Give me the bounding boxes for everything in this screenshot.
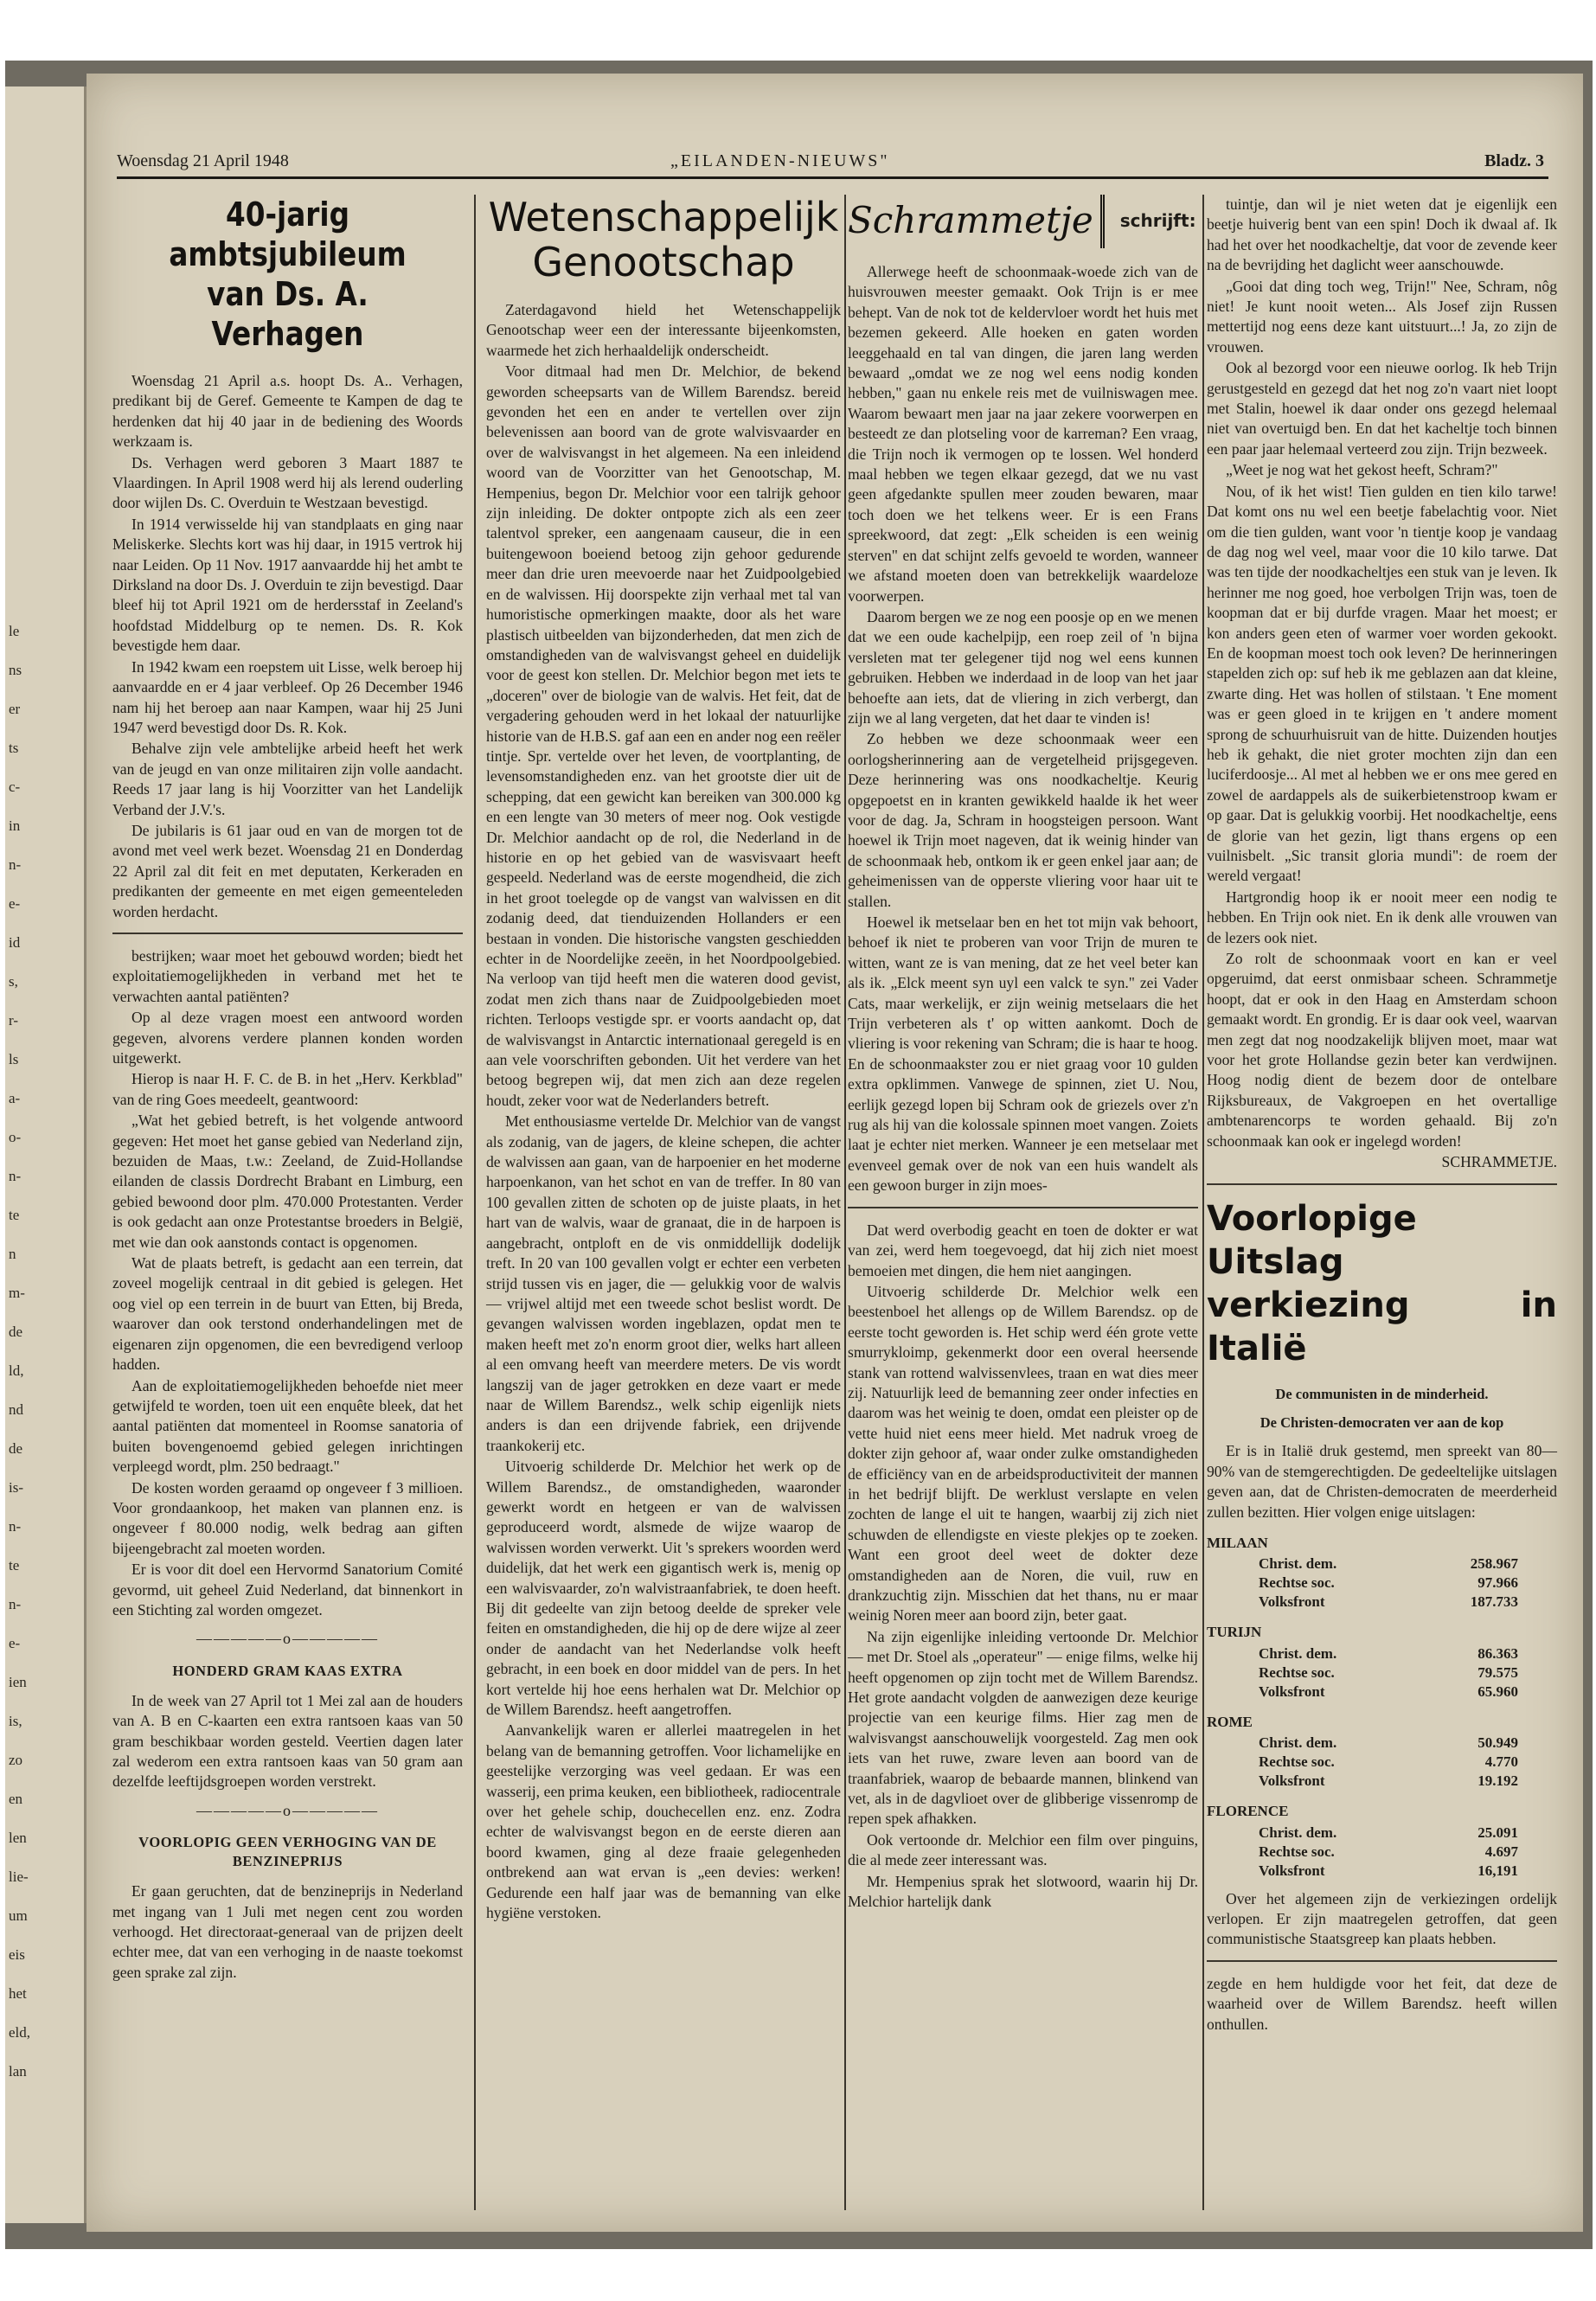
paragraph: De jubilaris is 61 jaar oud en van de morgen tot de avond met veel werk bezet. Woensdag 21 en Donderdag 22 April zal dit feit en met deputaten, Kerkeraden en predikanten der gemeente en met eigen gemeenteleden worden herdacht. [112, 821, 463, 920]
page-header [117, 143, 1548, 179]
paragraph: Ds. Verhagen werd geboren 3 Maart 1887 te Vlaardingen. In April 1908 werd hij als lerend ouderling door wijlen Ds. C. Overduin te Westzaan bevestigd. [112, 453, 463, 512]
column-rule [474, 195, 476, 2210]
vote-count: 19.192 [1477, 1772, 1518, 1790]
italy-headline: Voorlopige Uitslag verkiezing in Italië [1207, 1198, 1557, 1368]
table-row [1259, 1734, 1518, 1753]
table-row [1259, 1753, 1518, 1772]
paragraph: Nou, of ik het wist! Tien gulden en tien kilo tarwe! Dat komt ons nu wel een beetje fabelachtig voor. Niet om die tien gulden, want voor 'n tientje koop je vandaag de dag nog wel veel, maar voor die 10 kilo tarwe. Dat was ten tijde der noodkacheltjes een stuk van je leven. Ik herinner me nog goed, hoe verbolgen Trijn was, toen de koopman dat er bij durfde vragen. Maar het moest; er kon anders geen eten of warmer voer worden gekookt. En de koopman moest toch ook leven? De herinneringen stapelden zich op: suf heb ik me geblazen aan dat kleine, zwarte ding. Het was hollen of stilstaan. 't Ene moment was er geen gloed in te krijgen en 't andere moment sprong de schuurhuisruit van de hitte. Duizenden houtjes heb ik gehakt, die niet groter mochten zijn dan een luciferdoosje... Al met al hebben we er ons mee gered en zowel de aardappels als de suikerbietenstroop kwam er op gaar. Dat is gelukkig voorbij. Het noodkacheltje, eens de glorie van het gezin, ligt thans ergens op een vuilnisbelt. „Sic transit gloria mundi": de roem der wereld vergaat! [1207, 482, 1557, 885]
text-fragment: de [9, 1440, 23, 1457]
table-row [1259, 1862, 1518, 1881]
text-fragment: id [9, 934, 21, 951]
text-fragment: m- [9, 1285, 25, 1301]
italy-intro: Er is in Italië druk gestemd, men spreekt van 80—90% van de stemgerechtigden. De gedeeltelijke uitslagen geven aan, dat de Christen-democraten de meerderheid zullen bezitten. Hier volgen enige uitslagen: [1207, 1442, 1557, 1521]
results-table [1259, 1823, 1518, 1881]
text-fragment: n [9, 1246, 16, 1262]
text-fragment: n- [9, 1518, 22, 1535]
text-fragment: te [9, 1557, 20, 1574]
paragraph: „Gooi dat ding toch weg, Trijn!" Nee, Schram, nôg niet! Je kunt nooit weten... Als Josef zijn Russen mettertijd nog eens deze kant uitstuurt...! Ja, zo zijn de vrouwen. [1207, 277, 1557, 356]
text-fragment: e- [9, 895, 21, 912]
table-row [1259, 1644, 1518, 1663]
paragraph: Wat de plaats betreft, is gedacht aan een terrein, dat zoveel mogelijk centraal in dit gebied is gelegen. Het oog viel op een terrein in de buurt van Etten, bij Breda, waarover dan ook terstond onderhandelingen met de eigenaren zijn opgenomen, die een bevredigend verloop hadden. [112, 1254, 463, 1374]
text-fragment: lie- [9, 1868, 29, 1885]
paragraph: Met enthousiasme vertelde Dr. Melchior van de vangst als zodanig, van de jagers, de kleine schepen, die achter de walvissen aan gaan, van de harpoenier en het moderne harpoenkanon, van het schot en van de treffer. In 80 van 100 gevallen zitten de schoten op de juiste plaats, in het hart van de walvis, waar de granaat, die in de harpoen is aangebracht, ontploft en de vis onmiddellijk dodelijk treft. In 20 van 100 gevallen volgt er echter een verbeten strijd tussen vis en jager, die — gelukkig voor de walvis — vrijwel altijd met een tweede schot beslist wordt. De gevangen walvissen worden ingeblazen, opdat men te maken heeft met zo'n enorm groot dier, welks hart alleen al een omvang heeft van meerdere meters. De vis wordt langszij van de jager getrokken en deze vaart er mede naar de Willem Barendsz., welk schip eigenlijk niets anders is dan een drijvende fabriek, een drijvende traankokerij etc. [486, 1112, 841, 1454]
table-row [1259, 1663, 1518, 1682]
schrammetje-subtitle: schrijft: [1119, 210, 1196, 232]
party-name: Rechtse soc. [1259, 1753, 1335, 1771]
paragraph: Uitvoerig schilderde Dr. Melchior het werk op de Willem Barendsz., de omstandigheden, waaronder gewerkt wordt en hetgeen er van de walvissen geproduceerd wordt, alsmede de wijze waarop de walvissen worden verwerkt. Uit 's sprekers woorden werd duidelijk, dat het werk een gigantisch werk is, menig op een walvisvaarder, zo'n walvistraanfabriek, te doen heeft. Bij dit gedeelte van zijn betoog deelde de spreker vele feiten en omstandigheden, die hij op de dere wijze al zeer onder de aandacht van het Nederlandse volk heeft gebracht, in een boek en door middel van de pers. In het kort vertelde hij hoe eens herhalen wat Dr. Melchior op de Willem Barendsz. heeft aangetroffen. [486, 1458, 841, 1719]
jubileum-headline: 40-jarig ambtsjubileum van Ds. A. Verhagen [169, 195, 407, 353]
text-fragment: n- [9, 1168, 22, 1184]
text-fragment: is, [9, 1713, 22, 1729]
paragraph: Aanvankelijk waren er allerlei maatregelen in het belang van de bemanning getroffen. Voor lichamelijke en geestelijke verzorging was veel gedaan. Er was een wasserij, een prima keuken, een bibliotheek, radiocentrale over het gehele schip, douchecellen enz. enz. Zodra echter de walvisvangst begon en de eerste dieren aan boord kwamen, ging al deze fraaie gelegenheden ontbrekend aan wat ervan is „een devies: werken! Gedurende een half jaar was de bemanning van elke hygiëne verstoken. [486, 1721, 841, 1922]
text-fragment: er [9, 701, 21, 717]
sanatorium-article [112, 946, 463, 1620]
text-fragment: a- [9, 1090, 21, 1106]
column-3 [848, 195, 1198, 1913]
text-fragment: lan [9, 2063, 27, 2080]
vote-count: 258.967 [1470, 1555, 1518, 1573]
paragraph: Behalve zijn vele ambtelijke arbeid heeft het werk van de jeugd en van onze militairen zijn volle aandacht. Reeds 17 jaar lang is hij Voorzitter van het Landelijk Verband der J.V.'s. [112, 740, 463, 818]
italy-outro: Over het algemeen zijn de verkiezingen ordelijk verlopen. Er zijn maatregelen getroffen, dat geen communistische Staatsgreep kan plaats hebben. [1207, 1889, 1557, 1948]
results-city: ROME [1207, 1713, 1253, 1730]
table-row [1259, 1554, 1518, 1574]
party-name: Christ. dem. [1259, 1644, 1337, 1662]
signature: SCHRAMMETJE. [1441, 1153, 1557, 1171]
vote-count: 65.960 [1477, 1682, 1518, 1700]
text-fragment: eis [9, 1946, 25, 1963]
vote-count: 50.949 [1477, 1734, 1518, 1752]
party-name: Christ. dem. [1259, 1734, 1337, 1752]
paragraph: tuintje, dan wil je niet weten dat je eigenlijk een beetje huiverig bent van een spin! Doch ik dwaal af. Ik had het over het noodkacheltje, dat voor de zevende keer na de bevrijding het daglicht weer aanschouwde. [1207, 195, 1557, 274]
table-row [1259, 1574, 1518, 1593]
vote-count: 16,191 [1477, 1862, 1518, 1879]
paragraph: Ook al bezorgd voor een nieuwe oorlog. Ik heb Trijn gerustgesteld en gezegd dat het nog zo'n vaart niet loopt met Stalin, hoewel ik daar onder ons gezegd helemaal niet van overtuigd ben. En dat het kacheltje toch binnen een paar jaar helemaal verteerd zou zijn. Trijn bezweek. [1207, 359, 1557, 458]
text-fragment: de [9, 1324, 23, 1340]
results-table [1259, 1554, 1518, 1612]
text-fragment: ld, [9, 1362, 24, 1379]
vote-count: 79.575 [1477, 1663, 1518, 1681]
genootschap-continued [848, 1221, 1198, 1913]
vote-count: 4.770 [1484, 1753, 1518, 1771]
paragraph: Daarom bergen we ze nog een poosje op en we menen dat we een oude kachelpijp, een roep zeil of 'n bijna versleten mat ter gelegener tijd nog wel eens kunnen gebruiken. Hebben we inderdaad in de loop van het jaar behoefte aan iets, dat de vliering in zich verbergt, dan zijn we al lang vergeten, dat het daar te vinden is! [848, 607, 1198, 727]
genootschap-closing: zegde en hem huldigde voor het feit, dat deze de waarheid over de Willem Barendsz. heeft willen onthullen. [1207, 1974, 1557, 2033]
article-divider [1207, 1183, 1557, 1185]
party-name: Rechtse soc. [1259, 1663, 1335, 1681]
text-fragment: n- [9, 856, 22, 873]
column-2 [486, 195, 841, 1925]
text-fragment: o- [9, 1129, 22, 1145]
text-fragment: ns [9, 662, 22, 678]
paragraph: Zo rolt de schoonmaak voort en kan er veel opgeruimd, dat eerst onmisbaar scheen. Schrammetje hoopt, dat er ook in den Haag en Amsterdam schoon gemaakt wordt. En grondig. Er is daar ook veel, waarvan men zegt dat nog noodzakelijk blijven moet, maar wat voor het grote Hollandse gezin beter kan verdwijnen. Hoog nodig dient de bezem door de ontelbare Rijksbureaux, de Vakgroepen en het overtallige ambtenarencorps te worden gehaald. Bij zo'n schoonmaak kan ook er ingelegd worden! [1207, 950, 1557, 1150]
paragraph: Mr. Hempenius sprak het slotwoord, waarin hij Dr. Melchior hartelijk dank [848, 1872, 1198, 1911]
text-fragment: het [9, 1985, 27, 2002]
column-rule [844, 195, 846, 2210]
text-fragment: is- [9, 1479, 23, 1496]
table-row [1259, 1593, 1518, 1612]
paragraph: Na zijn eigenlijke inleiding vertoonde Dr. Melchior — met Dr. Stoel als „operateur" — enige films, welke hij heeft opgenomen op zijn tocht met de Willem Barendsz. Het grote aandacht volgden de aanwezigen deze keurige projectie van een keurige films. Hier zag men de walvisvangst aanschouwelijk voorgesteld. Zag men ook iets van het ruwe, zware leven aan boord van de traanfabriek, waarop de bebaarde mannen, blinkend van vet, als in de dagvlioet over de glibberige vissenromp de repen spek afhakken. [848, 1627, 1198, 1828]
table-row [1259, 1843, 1518, 1862]
column-1 [112, 195, 463, 1984]
paragraph: Uitvoerig schilderde Dr. Melchior welk een beestenboel het allengs op de Willem Barendsz. op de eerste tocht geworden is. Het schip werd één grote vette smurrykloimp, gekenmerkt door een overal heersende stank van rottend walvissenvlees, traan en wat dies meer zij. Natuurlijk leed de bemanning zeer onder infecties en daarom was het weinig te doen, omdat een pleister op de vette huid niet eens meer hield. Met nadruk vroeg de dokter zijn gehoor af, waar onder zulke omstandigheden de efficiëncy van en de arbeidsproductiviteit der mannen in het bedrijf blijft. De werklust verslapte en velen zochten de lange el uit te hangen, waarbij zij zich niet schuwden de ellendigste en vieste plekjes op te zoeken. Want een groot deel weet de dokter deze omstandigheden aan de Noren, die vuil, ruw en drankzuchtig zijn. Misschien dat het thans, nu er maar weinig Noren meer aan boord zijn, beter gaat. [848, 1282, 1198, 1625]
paragraph: Op al deze vragen moest een antwoord worden gegeven, alvorens verdere plannen konden worden uitgewerkt. [112, 1009, 463, 1067]
text-fragment: en [9, 1791, 23, 1807]
party-name: Volksfront [1259, 1772, 1325, 1790]
italy-strap-1: De communisten in de minderheid. [1275, 1385, 1489, 1402]
paragraph: In 1942 kwam een roepstem uit Lisse, welk beroep hij aanvaardde en er 4 jaar verbleef. Op 26 December 1946 nam hij het beroep aan naar Kampen, waar hij 25 Juni 1947 werd bevestigd door Ds. R. Kok. [112, 657, 463, 736]
header-date: Woensdag 21 April 1948 [117, 151, 289, 170]
text-fragment: nd [9, 1401, 23, 1418]
vote-count: 86.363 [1477, 1644, 1518, 1662]
party-name: Volksfront [1259, 1682, 1325, 1700]
separator: —————o————— [196, 1801, 379, 1819]
article-divider [112, 933, 463, 934]
results-city: FLORENCE [1207, 1803, 1289, 1820]
header-paper-name: „EILANDEN-NIEUWS" [670, 151, 890, 170]
paragraph: „Weet je nog wat het gekost heeft, Schram?" [1226, 461, 1498, 479]
separator: —————o————— [196, 1630, 379, 1648]
table-row [1259, 1823, 1518, 1843]
kaas-headline: HONDERD GRAM KAAS EXTRA [172, 1662, 403, 1679]
results-city: MILAAN [1207, 1534, 1268, 1551]
text-fragment: le [9, 623, 20, 639]
paragraph: Er is voor dit doel een Hervormd Sanatorium Comité gevormd, uit geheel Zuid Nederland, dat binnenkort in een Stichting zal worden omgezet. [112, 1561, 463, 1618]
party-name: Christ. dem. [1259, 1823, 1337, 1841]
article-divider [1207, 1960, 1557, 1962]
vote-count: 97.966 [1477, 1574, 1518, 1592]
election-results [1207, 1533, 1557, 1881]
genootschap-headline: Wetenschappelijk Genootschap [488, 194, 839, 285]
benzine-headline: VOORLOPIG GEEN VERHOGING VAN DE BENZINEPRIJS [138, 1834, 437, 1870]
text-fragment: e- [9, 1635, 21, 1651]
text-fragment: ien [9, 1674, 27, 1690]
genootschap-article [486, 300, 841, 1924]
paragraph: Zaterdagavond hield het Wetenschappelijk Genootschap weer een der interessante bijeenkomsten, waarmede het zich herhaaldelijk onderscheidt. [486, 301, 841, 359]
schrammetje-article [848, 262, 1198, 1196]
table-row [1259, 1772, 1518, 1791]
text-fragment: len [9, 1830, 27, 1846]
paragraph: Zo hebben we deze schoonmaak weer een oorlogsherinnering aan de vergetelheid prijsgegeven. Deze herinnering was ons noodkacheltje. Keurig opgepoetst en in kranten gewikkeld haalde ik het weer voor de dag. Ja, Schram in hoogsteigen persoon. Want hoewel ik Trijn moet nageven, dat ik weinig hinder van de schoonmaak heb, ontkom ik er geen enkel jaar aan; de geheimenissen van de opperste vliering voor haar uit te stallen. [848, 730, 1198, 910]
jubileum-article [112, 371, 463, 922]
party-name: Volksfront [1259, 1862, 1325, 1879]
party-name: Volksfront [1259, 1593, 1325, 1611]
vote-count: 4.697 [1484, 1843, 1518, 1860]
column-rule [1202, 195, 1204, 2210]
schrammetje-title: Schrammetje [848, 195, 1105, 248]
text-fragment: te [9, 1207, 20, 1223]
schrammetje-masthead [848, 195, 1198, 248]
paragraph: Woensdag 21 April a.s. hoopt Ds. A.. Verhagen, predikant bij de Geref. Gemeente te Kampen de dag te herdenken dat hij 40 jaar in de bediening des Woords werkzaam is. [112, 372, 463, 451]
column-4 [1207, 195, 1557, 2035]
newspaper-page [87, 74, 1583, 2232]
text-fragment: ls [9, 1051, 19, 1067]
text-fragment: ts [9, 740, 19, 756]
results-table [1259, 1644, 1518, 1702]
paragraph: Hierop is naar H. F. C. de B. in het „Herv. Kerkblad" van de ring Goes meedeelt, geantwoord: [112, 1070, 463, 1108]
header-page-number: Bladz. 3 [1484, 151, 1544, 170]
schrammetje-continued [1207, 195, 1557, 1151]
text-fragment: eld, [9, 2024, 31, 2041]
text-fragment: zo [9, 1752, 23, 1768]
benzine-article: Er gaan geruchten, dat de benzineprijs in Nederland met ingang van 1 Juli met negen cent zou worden verhoogd. Het directoraat-generaal van de prijzen deelt echter mee, dat van een verhoging in de naaste toekomst geen sprake zal zijn. [112, 1882, 463, 1981]
paragraph: „Wat het gebied betreft, is het volgende antwoord gegeven: Het moet het ganse gebied van Nederland zijn, bezuiden de Maas, t.w.: Zeeland, de Zuid-Hollandse eilanden de classis Dordrecht Brabant en Limburg, een gebied bewoond door plm. 470.000 Protestanten. Verder is ook gedacht aan onze Protestantse broeders in België, met wie dan ook aanstonds contact is opgenomen. [112, 1112, 463, 1251]
text-fragment: c- [9, 779, 21, 795]
table-row [1259, 1682, 1518, 1702]
text-fragment: s, [9, 973, 18, 990]
paragraph: Voor ditmaal had men Dr. Melchior, de bekend geworden scheepsarts van de Willem Barendsz. bereid gevonden het een en ander te vertellen over zijn belevenissen aan boord van de grote walvisvaarder en over de walvisvangst in het algemeen. Na een inleidend woord van de Voorzitter van het Genootschap, M. Hempenius, begon Dr. Melchior voor een talrijk gehoor zijn inleiding. De dokter ontpopte zich als een zeer talentvol spreker, een aangenaam causeur, die in een buitengewoon boeiend betoog zijn gehoor gedurende meer dan drie uren meevoerde naar het Zuidpoolgebied en de walvissen. Hij doorspekte zijn verhaal met tal van humoristische opmerkingen maakte, door als het ware plastisch uitbeelden van bijzonderheden, dat men zich de omstandigheden van de walvisvangst geheel en duidelijk voor de geest kon stellen. Dr. Melchior begon met iets te „doceren" over de biologie van de walvis. Het feit, dat de vergadering gehouden werd in het lokaal der natuurlijke historie van de H.B.S. gaf aan een en ander nog een reëler tintje. Spr. vertelde over het leven, de voortplanting, de levensomstandigheden enz. van het grootste dier uit de schepping, dat een gewicht kan bereiken van 300.000 kg en een lengte van 30 meters of meer nog. Ook vestigde Dr. Melchior aandacht op de rol, die Nederland in de historie en op het gebied van de wasvisvaart heeft gespeeld. Nederland was de eerste mogendheid, die zich in het groot toelegde op de vangst van walvissen en dit zodanig deed, dat tienduizenden Hollanders er een bestaan in vonden. Die historische vangsten geschiedden echter in de Noordelijke zeeën, in het Noordpoolgebied. Na verloop van tijd heeft men die wateren dood gevist, zodat men zich thans naar de Zuidpoolgebieden moet richten. Terloops vestigde spr. er voorts aandacht op, dat de walvisvangst in Antarctic internationaal geregeld is en aan vele voorschriften gebonden. Uit het verdere van het betoog begrepen wij, dat men zich aan deze regelen houdt, zeker voor wat de Nederlanders betreft. [486, 362, 841, 1109]
text-fragment: in [9, 817, 21, 834]
text-fragment: n- [9, 1596, 22, 1612]
paragraph: Hartgrondig hoop ik er nooit meer een nodig te hebben. En Trijn ook niet. En ik denk alle vrouwen van de lezers ook niet. [1207, 888, 1557, 946]
paragraph: Dat werd overbodig geacht en toen de dokter er wat van zei, werd hem toegevoegd, dat hij zich niet moest bemoeien met dingen, die hem niet aangingen. [848, 1221, 1198, 1279]
paragraph: Aan de exploitatiemogelijkheden behoefde niet meer getwijfeld te worden, toen uit een enquête bleek, dat het aantal patiënten dat momenteel in Roomse sanatoria of buiten bovengenoemd gebied gelegen inrichtingen verpleegd wordt, plm. 250 bedraagt." [112, 1376, 463, 1476]
italy-strap-2: De Christen-democraten ver aan de kop [1259, 1413, 1504, 1431]
adjacent-page-strip [5, 87, 87, 2223]
paragraph: De kosten worden geraamd op ongeveer f 3 millioen. Voor grondaankoop, het maken van plannen enz. is ongeveer f 80.000 nodig, welk bedrag aan giften bijeengebracht zal moeten worden. [112, 1478, 463, 1557]
party-name: Christ. dem. [1259, 1555, 1337, 1573]
vote-count: 25.091 [1477, 1823, 1518, 1841]
results-city: TURIJN [1207, 1624, 1262, 1641]
paragraph: Allerwege heeft de schoonmaak-woede zich van de huisvrouwen meester gemaakt. Ook Trijn is er mee behept. Van de nok tot de keldervloer wordt het huis met bezemen gekeerd. Alle hoeken en gaten worden leeggehaald en tal van dingen, die jaren lang werden bewaard „omdat we ze nog wel eens nodig konden hebben," gaan nu enkele reis met de vuilniswagen mee. Waarom bewaart men jaar na jaar zekere voorwerpen en besteedt ze dan plotseling voor de karreman? Een vraag, die Trijn noch ik vermogen op te lossen. Wel honderd maal hebben we tegen elkaar gezegd, dat we nu vast geen afgedankte spullen meer zouden bewaren, maar toch doen we het telkens weer. Er is een Frans spreekwoord, dat zegt: „Elk scheiden is een weinig sterven" en dat schijnt zelfs gevoeld te worden, wanneer we afstand moeten doen van betrekkelijk waardeloze voorwerpen. [848, 263, 1198, 605]
paragraph: In 1914 verwisselde hij van standplaats en ging naar Meliskerke. Slechts kort was hij daar, in 1915 vertrok hij naar Leiden. Op 11 Nov. 1917 aanvaardde hij het ambt te Dirksland na door Ds. J. Overduin te zijn bevestigd. Daar bleef hij tot April 1921 om de herdersstaf in Zeeland's hoofdstad Middelburg op te nemen. Ds. R. Kok bevestigde hem daar. [112, 515, 463, 655]
paragraph: Hoewel ik metselaar ben en het tot mijn vak behoort, behoef ik niet te proberen van voor Trijn de muren te witten, want ze is van mening, dat ze het veel beter kan als ik. „Elck meent syn uyl een valck te syn." zei Vader Cats, maar werkelijk, er zijn weinig metselaars die het Trijn verbeteren als t' op witten aankomt. Doch de vliering is voor rekening van Schram; die is haar te hoog. En de schoonmaakster zou er niet graag voor 10 gulden extra opklimmen. Vanwege de spinnen, ziet U. Nou, eerlijk gezegd lopen bij Schram ook de griezels over z'n rug als hij van die kolossale spinnen moet vangen. Zoiets laat je echter niet merken. Wanneer je een metselaar met evenveel gemak over de nok van een huis wandelt als een gewoon burger in zijn moes- [848, 913, 1198, 1195]
paragraph: bestrijken; waar moet het gebouwd worden; biedt het exploitatiemogelijkheden in verband met het te verwachten aantal patiënten? [112, 946, 463, 1005]
text-fragment: r- [9, 1012, 18, 1029]
kaas-article: In de week van 27 April tot 1 Mei zal aan de houders van A. B en C-kaarten een extra rantsoen kaas van 50 gram beschikbaar worden gesteld. Veertien dagen later zal wederom een extra rantsoen kaas van 50 gram aan dezelfde leeftijdsgroepen worden verstrekt. [112, 1691, 463, 1791]
vote-count: 187.733 [1470, 1593, 1518, 1611]
article-divider [848, 1207, 1198, 1208]
text-fragment: um [9, 1907, 28, 1924]
results-table [1259, 1734, 1518, 1791]
party-name: Rechtse soc. [1259, 1574, 1335, 1592]
party-name: Rechtse soc. [1259, 1843, 1335, 1860]
paragraph: Ook vertoonde dr. Melchior een film over pinguins, die al mede zeer interessant was. [848, 1830, 1198, 1869]
